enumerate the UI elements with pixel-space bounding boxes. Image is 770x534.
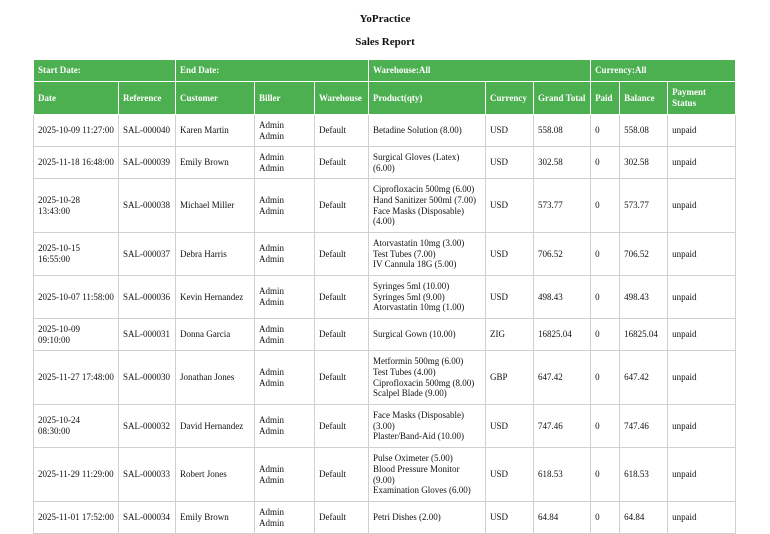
product-line: Metformin 500mg (6.00)	[373, 356, 464, 367]
table-row	[34, 179, 736, 233]
cell-date: 2025-10-09 11:27:00	[34, 115, 119, 147]
cell-payment-status: unpaid	[668, 448, 736, 502]
product-line: Syringes 5ml (9.00)	[373, 291, 445, 302]
start-date-filter: Start Date:	[34, 60, 176, 82]
cell-payment-status: unpaid	[668, 115, 736, 147]
col-header-customer: Customer	[176, 82, 255, 115]
col-header-product: Product(qty)	[369, 82, 486, 115]
table-row	[34, 276, 736, 319]
cell-customer: Karen Martin	[176, 115, 255, 147]
product-line: Examination Gloves (6.00)	[373, 485, 471, 496]
product-line: Test Tubes (7.00)	[373, 248, 436, 259]
cell-reference: SAL-000038	[119, 179, 176, 233]
cell-currency: USD	[486, 502, 534, 534]
product-line: Syringes 5ml (10.00)	[373, 281, 450, 292]
cell-currency: USD	[486, 179, 534, 233]
cell-payment-status: unpaid	[668, 179, 736, 233]
cell-products	[369, 147, 486, 179]
col-header-paid: Paid	[591, 82, 620, 115]
cell-currency: USD	[486, 233, 534, 276]
product-line: Atorvastatin 10mg (3.00)	[373, 238, 465, 249]
currency-filter: Currency:All	[591, 60, 736, 82]
cell-warehouse: Default	[315, 179, 369, 233]
cell-balance: 498.43	[620, 276, 668, 319]
product-line: Atorvastatin 10mg (1.00)	[373, 302, 465, 313]
product-line: Surgical Gown (10.00)	[373, 329, 456, 340]
cell-date: 2025-10-15 16:55:00	[34, 233, 119, 276]
cell-biller: Admin Admin	[255, 502, 315, 534]
col-header-currency: Currency	[486, 82, 534, 115]
cell-products	[369, 448, 486, 502]
col-header-payment-status: Payment Status	[668, 82, 736, 115]
cell-warehouse: Default	[315, 351, 369, 405]
cell-biller: Admin Admin	[255, 319, 315, 351]
cell-grand-total: 302.58	[534, 147, 591, 179]
cell-grand-total: 747.46	[534, 405, 591, 448]
cell-balance: 747.46	[620, 405, 668, 448]
table-row	[34, 351, 736, 405]
cell-grand-total: 573.77	[534, 179, 591, 233]
cell-currency: USD	[486, 448, 534, 502]
product-line: Ciprofloxacin 500mg (8.00)	[373, 377, 475, 388]
cell-customer: Debra Harris	[176, 233, 255, 276]
cell-products	[369, 179, 486, 233]
cell-biller: Admin Admin	[255, 233, 315, 276]
cell-date: 2025-10-24 08:30:00	[34, 405, 119, 448]
table-row	[34, 147, 736, 179]
cell-currency: USD	[486, 405, 534, 448]
cell-biller: Admin Admin	[255, 448, 315, 502]
cell-payment-status: unpaid	[668, 351, 736, 405]
cell-balance: 64.84	[620, 502, 668, 534]
column-header-row	[34, 82, 736, 115]
cell-balance: 573.77	[620, 179, 668, 233]
product-line: Scalpel Blade (9.00)	[373, 388, 447, 399]
cell-balance: 558.08	[620, 115, 668, 147]
cell-products	[369, 319, 486, 351]
cell-paid: 0	[591, 502, 620, 534]
cell-date: 2025-10-07 11:58:00	[34, 276, 119, 319]
cell-reference: SAL-000033	[119, 448, 176, 502]
cell-paid: 0	[591, 233, 620, 276]
cell-paid: 0	[591, 405, 620, 448]
cell-balance: 302.58	[620, 147, 668, 179]
cell-date: 2025-10-09 09:10:00	[34, 319, 119, 351]
cell-products	[369, 502, 486, 534]
product-line: Hand Sanitizer 500ml (7.00)	[373, 194, 477, 205]
cell-biller: Admin Admin	[255, 115, 315, 147]
cell-reference: SAL-000040	[119, 115, 176, 147]
cell-customer: Kevin Hernandez	[176, 276, 255, 319]
cell-reference: SAL-000034	[119, 502, 176, 534]
cell-warehouse: Default	[315, 276, 369, 319]
cell-currency: USD	[486, 276, 534, 319]
cell-date: 2025-11-18 16:48:00	[34, 147, 119, 179]
cell-paid: 0	[591, 115, 620, 147]
cell-payment-status: unpaid	[668, 147, 736, 179]
cell-grand-total: 647.42	[534, 351, 591, 405]
cell-reference: SAL-000037	[119, 233, 176, 276]
cell-grand-total: 498.43	[534, 276, 591, 319]
cell-currency: USD	[486, 115, 534, 147]
product-line: Ciprofloxacin 500mg (6.00)	[373, 184, 475, 195]
table-row	[34, 115, 736, 147]
product-line: IV Cannula 18G (5.00)	[373, 259, 457, 270]
cell-customer: Robert Jones	[176, 448, 255, 502]
cell-paid: 0	[591, 276, 620, 319]
cell-payment-status: unpaid	[668, 405, 736, 448]
cell-products	[369, 233, 486, 276]
table-row	[34, 448, 736, 502]
cell-currency: ZIG	[486, 319, 534, 351]
cell-customer: David Hernandez	[176, 405, 255, 448]
cell-customer: Jonathan Jones	[176, 351, 255, 405]
col-header-date: Date	[34, 82, 119, 115]
cell-warehouse: Default	[315, 502, 369, 534]
cell-warehouse: Default	[315, 448, 369, 502]
cell-paid: 0	[591, 147, 620, 179]
cell-balance: 16825.04	[620, 319, 668, 351]
cell-grand-total: 706.52	[534, 233, 591, 276]
cell-products	[369, 276, 486, 319]
cell-customer: Donna Garcia	[176, 319, 255, 351]
col-header-balance: Balance	[620, 82, 668, 115]
cell-grand-total: 64.84	[534, 502, 591, 534]
cell-date: 2025-10-28 13:43:00	[34, 179, 119, 233]
product-line: Blood Pressure Monitor (9.00)	[373, 463, 460, 485]
cell-grand-total: 618.53	[534, 448, 591, 502]
cell-warehouse: Default	[315, 147, 369, 179]
table-row	[34, 405, 736, 448]
end-date-filter: End Date:	[176, 60, 369, 82]
cell-balance: 647.42	[620, 351, 668, 405]
cell-customer: Emily Brown	[176, 147, 255, 179]
cell-balance: 618.53	[620, 448, 668, 502]
col-header-grand-total: Grand Total	[534, 82, 591, 115]
col-header-warehouse: Warehouse	[315, 82, 369, 115]
cell-balance: 706.52	[620, 233, 668, 276]
cell-grand-total: 558.08	[534, 115, 591, 147]
cell-payment-status: unpaid	[668, 319, 736, 351]
cell-paid: 0	[591, 319, 620, 351]
warehouse-filter: Warehouse:All	[369, 60, 591, 82]
product-line: Surgical Gloves (Latex) (6.00)	[373, 151, 460, 173]
cell-payment-status: unpaid	[668, 233, 736, 276]
cell-warehouse: Default	[315, 115, 369, 147]
report-title: Sales Report	[355, 36, 415, 48]
product-line: Plaster/Band-Aid (10.00)	[373, 431, 465, 442]
cell-customer: Emily Brown	[176, 502, 255, 534]
cell-paid: 0	[591, 351, 620, 405]
product-line: Test Tubes (4.00)	[373, 366, 436, 377]
cell-reference: SAL-000030	[119, 351, 176, 405]
cell-grand-total: 16825.04	[534, 319, 591, 351]
cell-payment-status: unpaid	[668, 276, 736, 319]
cell-currency: USD	[486, 147, 534, 179]
cell-currency: GBP	[486, 351, 534, 405]
cell-payment-status: unpaid	[668, 502, 736, 534]
cell-paid: 0	[591, 448, 620, 502]
cell-warehouse: Default	[315, 319, 369, 351]
product-line: Betadine Solution (8.00)	[373, 125, 462, 136]
product-line: Face Masks (Disposable) (4.00)	[373, 205, 465, 227]
cell-warehouse: Default	[315, 233, 369, 276]
cell-products	[369, 115, 486, 147]
col-header-reference: Reference	[119, 82, 176, 115]
cell-date: 2025-11-29 11:29:00	[34, 448, 119, 502]
col-header-biller: Biller	[255, 82, 315, 115]
cell-reference: SAL-000032	[119, 405, 176, 448]
product-line: Face Masks (Disposable) (3.00)	[373, 410, 465, 431]
table-row	[34, 319, 736, 351]
product-line: Pulse Oximeter (5.00)	[373, 453, 453, 464]
sales-report-table	[33, 59, 736, 534]
table-row	[34, 502, 736, 534]
cell-biller: Admin Admin	[255, 351, 315, 405]
cell-warehouse: Default	[315, 405, 369, 448]
table-body	[34, 115, 736, 534]
company-name: YoPractice	[359, 13, 411, 25]
cell-products	[369, 405, 486, 448]
cell-biller: Admin Admin	[255, 147, 315, 179]
cell-reference: SAL-000039	[119, 147, 176, 179]
cell-reference: SAL-000031	[119, 319, 176, 351]
table-row	[34, 233, 736, 276]
cell-customer: Michael Miller	[176, 179, 255, 233]
cell-date: 2025-11-01 17:52:00	[34, 502, 119, 534]
cell-biller: Admin Admin	[255, 405, 315, 448]
cell-biller: Admin Admin	[255, 276, 315, 319]
cell-reference: SAL-000036	[119, 276, 176, 319]
filter-row	[34, 60, 736, 82]
cell-products	[369, 351, 486, 405]
cell-paid: 0	[591, 179, 620, 233]
cell-date: 2025-11-27 17:48:00	[34, 351, 119, 405]
cell-biller: Admin Admin	[255, 179, 315, 233]
product-line: Petri Dishes (2.00)	[373, 512, 441, 523]
